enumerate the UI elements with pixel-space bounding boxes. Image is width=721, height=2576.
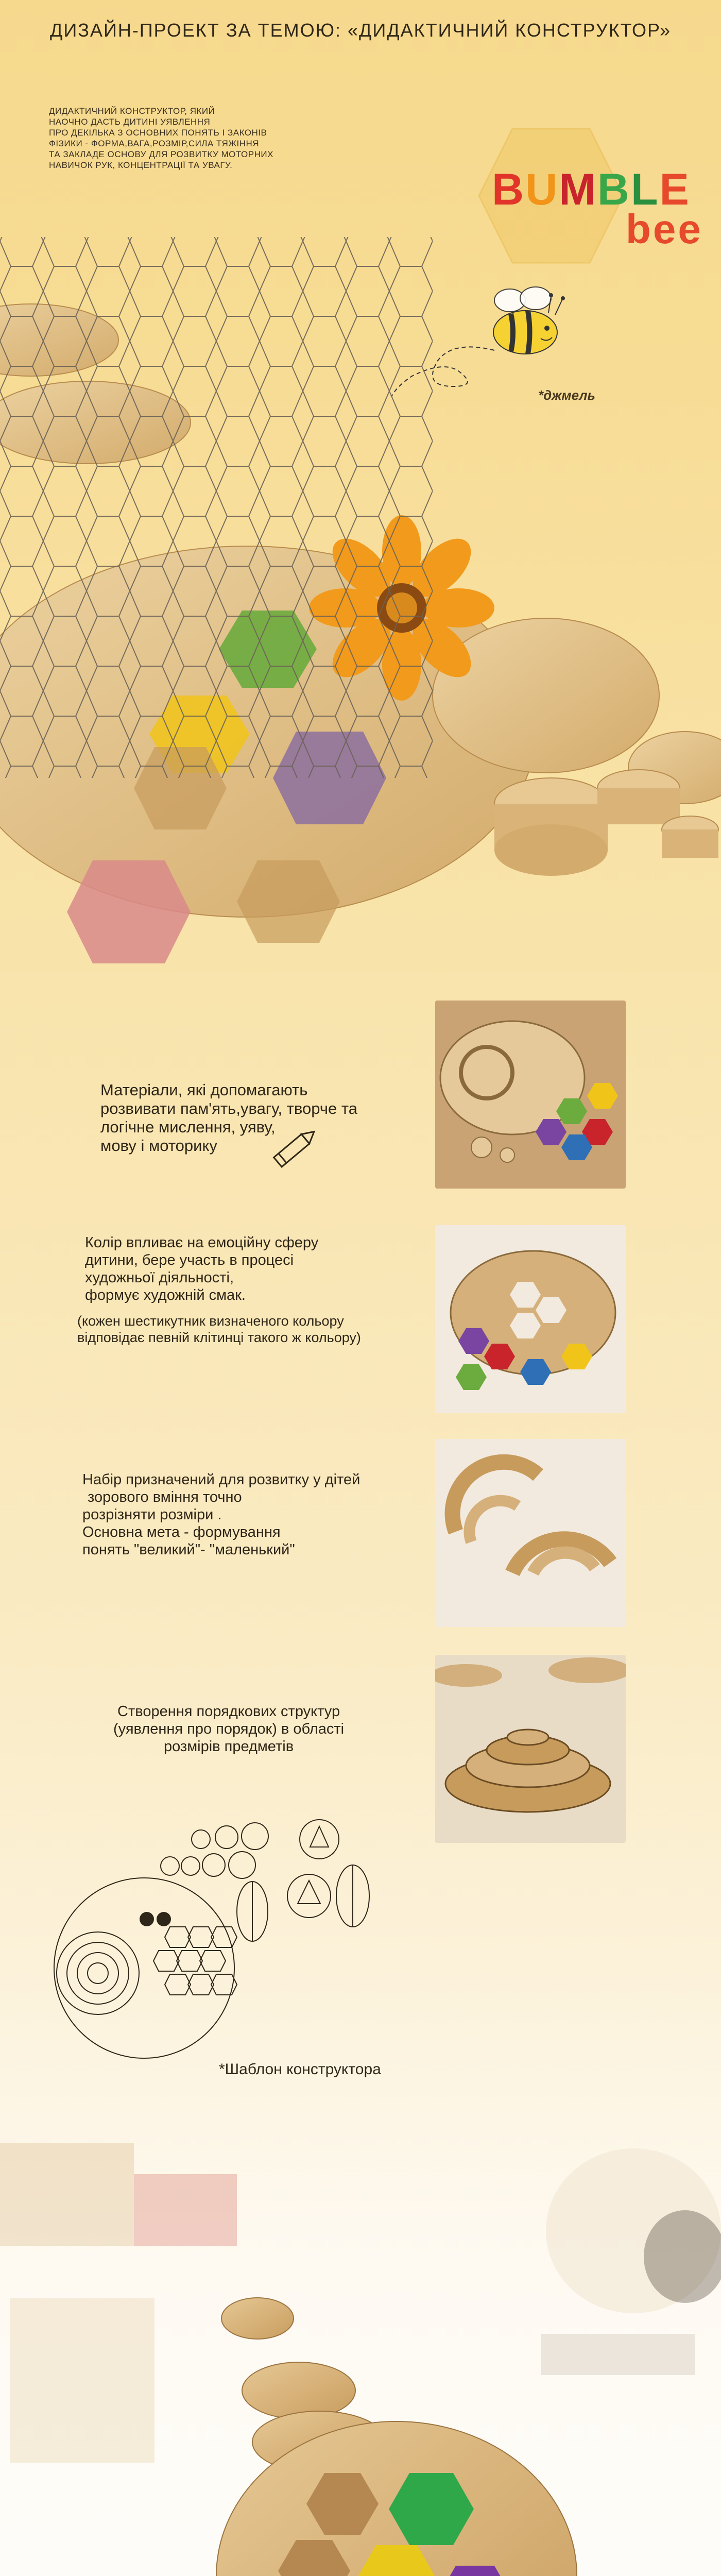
intro-line: ТА ЗАКЛАДЕ ОСНОВУ ДЛЯ РОЗВИТКУ МОТОРНИХ <box>49 149 273 159</box>
intro-line: ФІЗИКИ - ФОРМА,ВАГА,РОЗМІР,СИЛА ТЯЖІННЯ <box>49 139 260 148</box>
logo-letter: M <box>559 165 597 214</box>
logo-letter: E <box>659 165 691 214</box>
pencil-icon <box>263 1118 324 1180</box>
intro-line: ПРО ДЕКІЛЬКА З ОСНОВНИХ ПОНЯТЬ І ЗАКОНІВ <box>49 128 267 138</box>
section-color-note <box>77 1313 361 1346</box>
hero-illustration <box>0 216 721 1061</box>
photo-kit-colors <box>435 1225 626 1413</box>
logo-letter: B <box>597 165 631 214</box>
text-line: розрізняти розміри . <box>82 1506 222 1523</box>
logo-wordmark <box>492 165 691 214</box>
page-title: ДИЗАЙН-ПРОЕКТ ЗА ТЕМОЮ: «ДИДАКТИЧНИЙ КОНСТРУКТОР» <box>49 20 672 41</box>
logo-bee-text: bee <box>626 206 703 252</box>
photo-kit-materials <box>435 1001 626 1189</box>
text-line: формує художній смак. <box>85 1287 246 1303</box>
intro-line: НАВИЧОК РУК, КОНЦЕНТРАЦІЇ ТА УВАГУ. <box>49 160 233 170</box>
product-photo <box>0 2102 721 2576</box>
text-line: зорового вміння точно <box>88 1489 242 1505</box>
text-line: Створення порядкових структур <box>117 1703 340 1720</box>
text-line: (уявлення про порядок) в області <box>113 1721 345 1737</box>
constructor-template-drawing <box>36 1819 386 2066</box>
text-line: Матеріали, які допомагають <box>100 1081 308 1099</box>
text-line: Набір призначений для розвитку у дітей <box>82 1471 360 1488</box>
intro-text <box>49 106 317 171</box>
logo-note: *джмель <box>538 387 595 403</box>
template-caption: *Шаблон конструктора <box>219 2061 381 2078</box>
text-line: розмірів предметів <box>163 1738 294 1755</box>
logo-letter: L <box>630 165 660 214</box>
logo-letter: U <box>525 165 559 214</box>
text-line: мову і моторику <box>100 1137 217 1155</box>
logo-letter: B <box>492 165 526 214</box>
intro-line: НАОЧНО ДАСТЬ ДИТИНІ УЯВЛЕННЯ <box>49 117 211 127</box>
text-line: художньої діяльності, <box>85 1269 234 1286</box>
text-line: Колір впливає на емоційну сферу <box>85 1234 319 1251</box>
section-color <box>85 1234 318 1304</box>
text-line: розвивати пам'ять,увагу, творче та <box>100 1099 357 1117</box>
photo-arcs <box>435 1439 626 1627</box>
section-order <box>113 1703 344 1755</box>
photo-stack <box>435 1655 626 1843</box>
text-line: (кожен шестикутник визначеного кольору <box>77 1313 344 1329</box>
text-line: Основна мета - формування <box>82 1524 281 1540</box>
text-line: логічне мислення, уяву, <box>100 1118 276 1136</box>
text-line: понять "великий"- "маленький" <box>82 1541 295 1558</box>
intro-line: ДИДАКТИЧНИЙ КОНСТРУКТОР, ЯКИЙ <box>49 106 215 116</box>
text-line: дитини, бере участь в процесі <box>85 1252 294 1268</box>
text-line: відповідає певній клітинці такого ж кольору) <box>77 1330 361 1345</box>
section-size <box>82 1471 360 1558</box>
